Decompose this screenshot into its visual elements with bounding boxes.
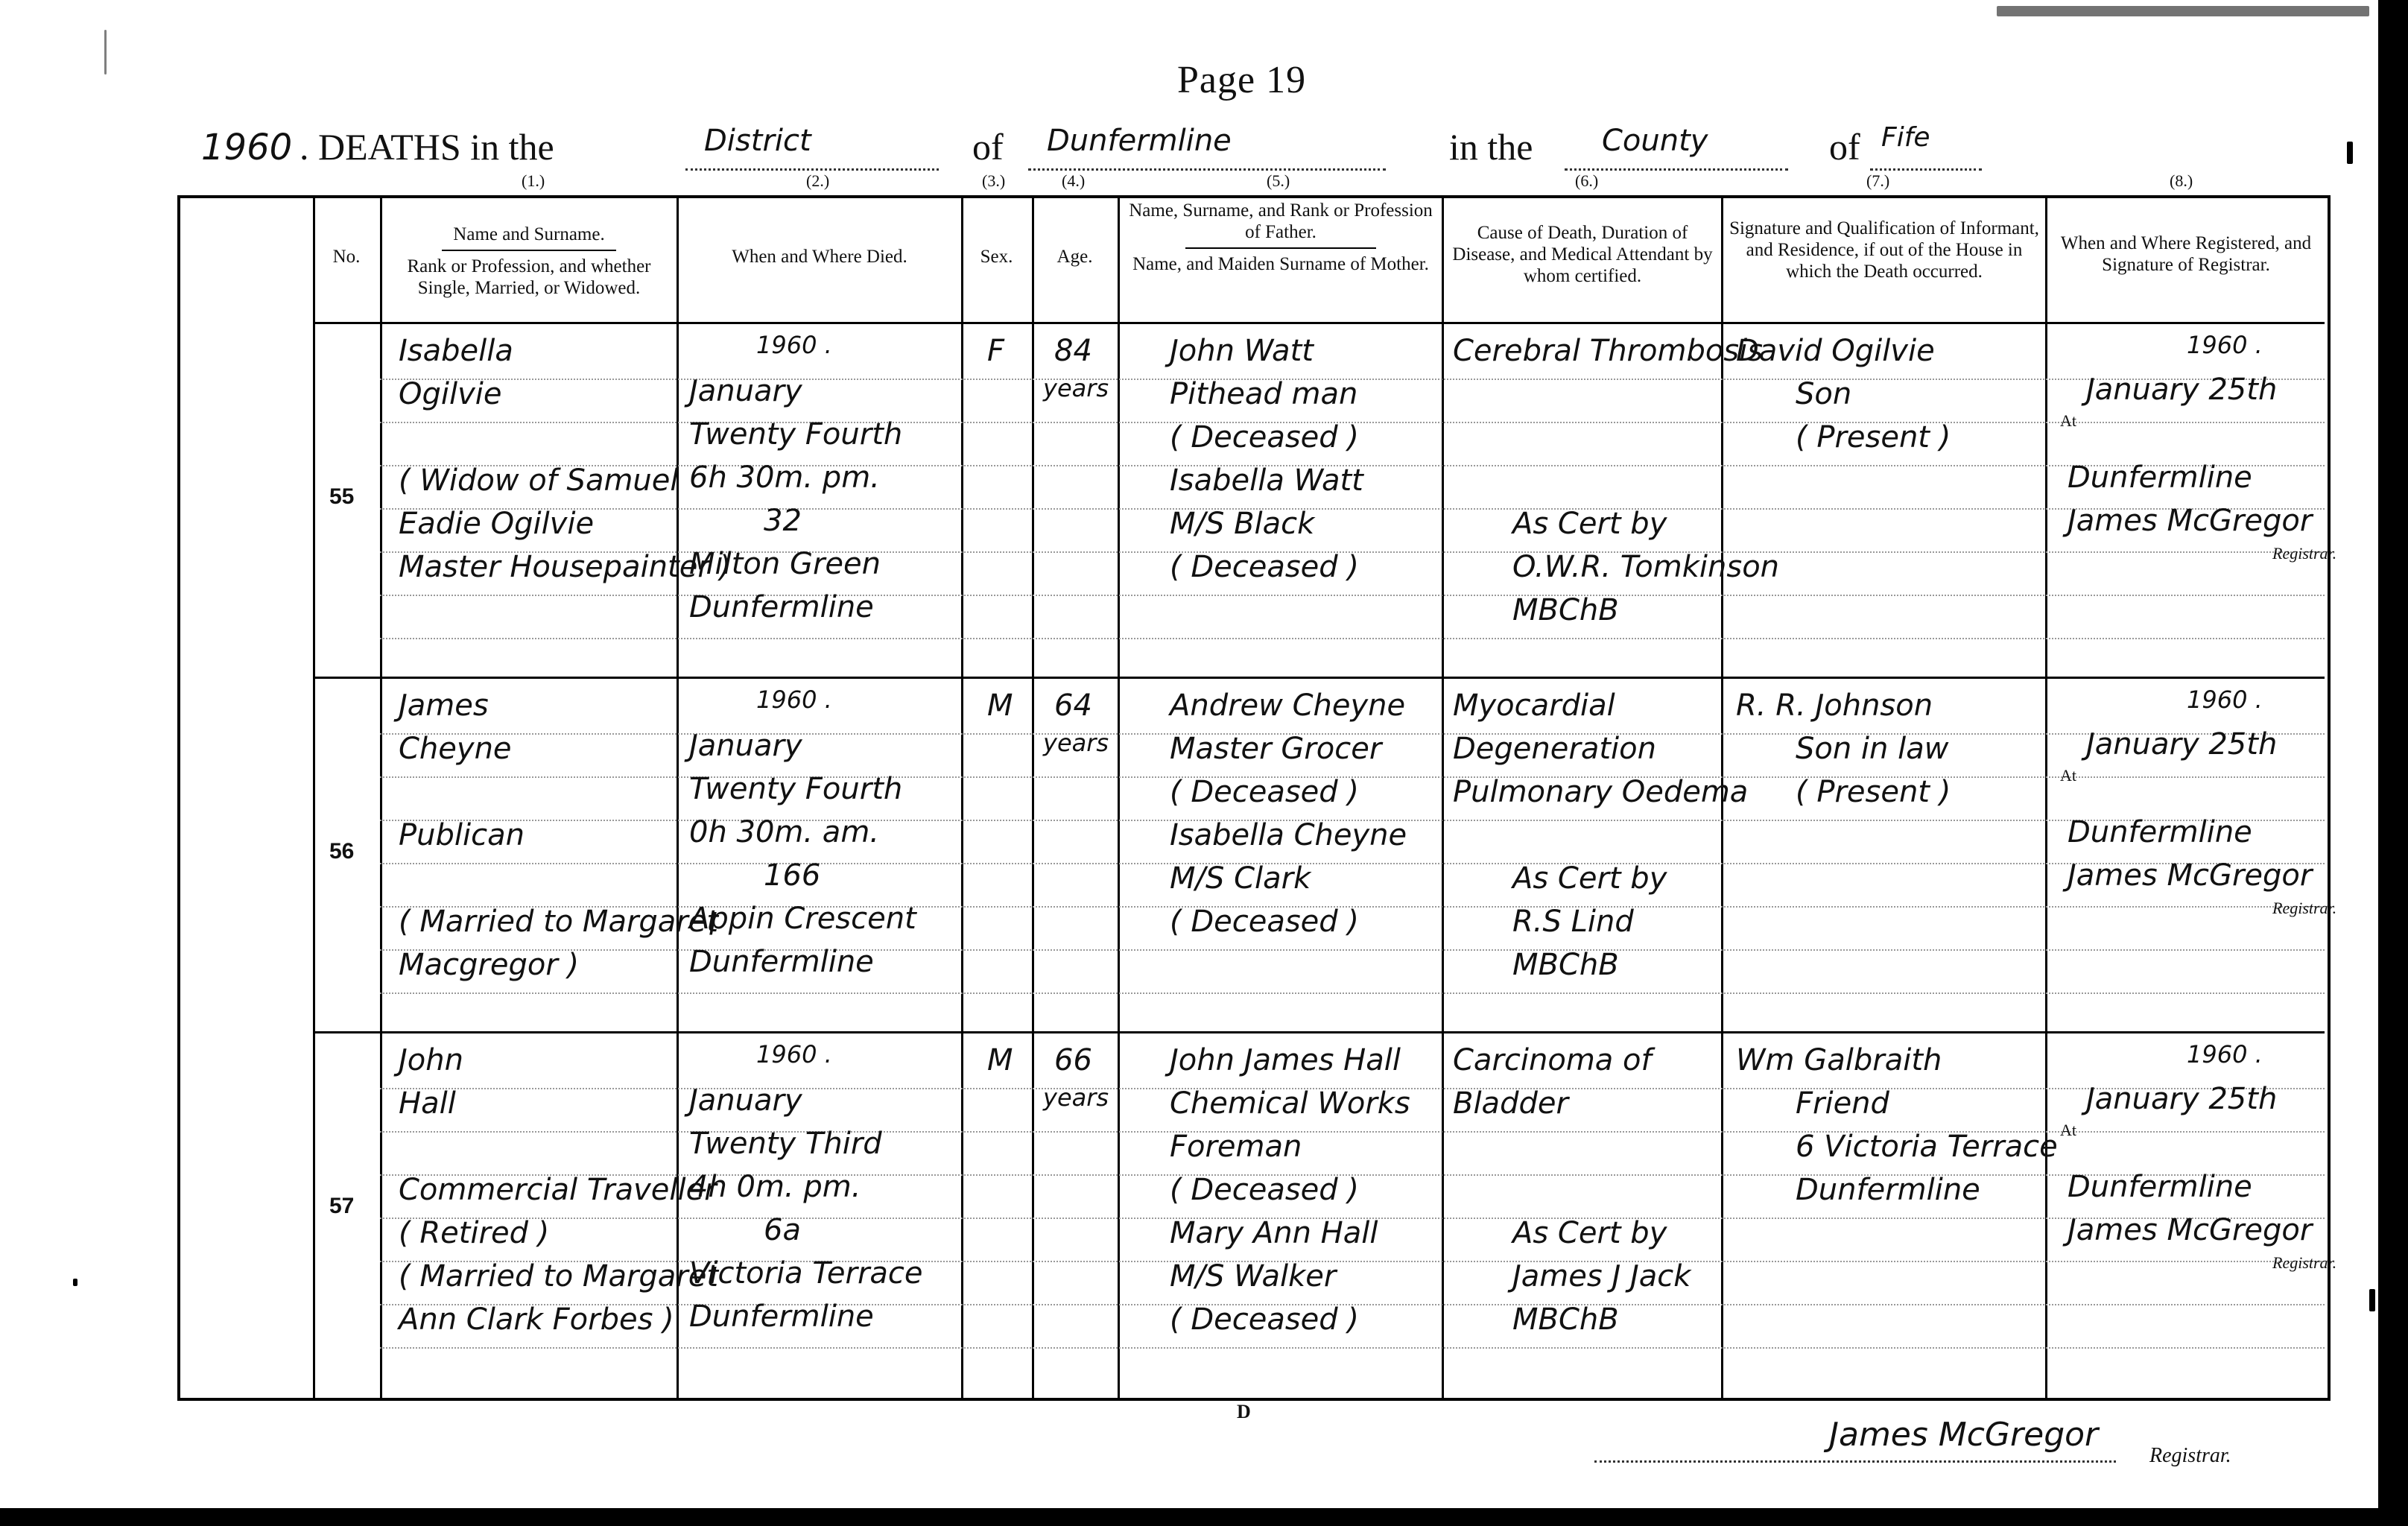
col-number-4: (4.) [1062,171,1086,190]
death-when-where-line: January [689,1083,802,1118]
parent-line: Chemical Works [1170,1086,1410,1121]
header-when-where: When and Where Died. [732,247,907,267]
informant-line: Dunfermline [1796,1173,1980,1207]
informant-line: ( Present ) [1796,420,1951,455]
footer-letter: D [1237,1401,1251,1422]
death-when-where-line: 6a [764,1213,801,1247]
registrar-signature: James McGregor [2068,1213,2313,1247]
deceased-name-line: Macgregor ) [399,948,580,982]
registration-at: At [2060,766,2076,785]
death-when-where-line: 32 [764,504,802,538]
death-when-where-line: Milton Green [689,547,881,581]
death-when-where-line: January [689,374,802,408]
cause-line: As Cert by [1512,507,1667,541]
in-the-label: in the [1449,126,1533,168]
death-when-where-line: Twenty Fourth [689,417,903,452]
parent-line: ( Deceased ) [1170,1173,1360,1207]
district-dots [685,168,939,171]
col-number-3: (3.) [982,171,1006,190]
header-father-top: Name, Surname, and Rank or Profession of Father. [1129,200,1433,242]
parent-line: Master Grocer [1170,732,1382,766]
cause-line: Myocardial [1453,688,1615,723]
parent-line: Isabella Watt [1170,463,1363,498]
informant-line: 6 Victoria Terrace [1796,1130,2058,1164]
header-registered: When and Where Registered, and Signature of Registrar. [2060,233,2312,275]
deceased-name-line: Isabella [399,334,513,368]
ruled-line [380,949,2325,951]
registrar-signature: James McGregor [2068,504,2313,538]
header-name-top: Name and Surname. [453,224,605,244]
county-name-dots [1870,168,1982,171]
deceased-name-line: ( Widow of Samuel [399,463,679,498]
informant-line: ( Present ) [1796,775,1951,809]
registrar-label: Registrar. [2272,1253,2337,1272]
scan-noise [2347,142,2353,164]
cause-line: As Cert by [1512,1216,1667,1250]
header-rule [1185,247,1377,249]
county-dots [1565,168,1788,171]
col-number-2: (2.) [806,171,830,190]
scan-noise [1997,6,2369,16]
col-number-6: (6.) [1575,171,1599,190]
death-when-where-line: Twenty Third [689,1127,882,1161]
death-year: 1960 . [756,331,832,359]
col-number-5: (5.) [1267,171,1290,190]
parent-line: Mary Ann Hall [1170,1216,1378,1250]
deaths-title: . DEATHS in the [300,126,554,168]
registration-at: At [2060,1121,2076,1139]
cause-line: MBChB [1512,948,1619,982]
registration-year: 1960 . [2187,1040,2263,1068]
of-label-1: of [972,126,1004,168]
of-label-2: of [1829,126,1860,168]
death-year: 1960 . [756,1040,832,1068]
informant-line: Son in law [1796,732,1949,766]
cause-line: As Cert by [1512,861,1667,896]
header-father [1121,200,1440,275]
district-word: District [704,124,811,158]
cause-line: R.S Lind [1512,905,1634,939]
register-year: 1960 [201,127,293,168]
registration-year: 1960 . [2187,331,2263,359]
deceased-name-line: Master Housepainter ) [399,550,732,584]
deceased-name-line: James [399,688,489,723]
col-number-1: (1.) [522,171,545,190]
parent-line: ( Deceased ) [1170,1302,1360,1337]
header-sex: Sex. [980,247,1013,267]
cause-line: Cerebral Thrombosis [1453,334,1764,368]
page-number: Page 19 [1177,59,1307,101]
sex-value: F [987,334,1005,368]
registration-year: 1960 . [2187,686,2263,714]
deceased-name-line: ( Married to Margaret [399,1259,719,1294]
registration-at: At [2060,411,2076,430]
cause-line: Degeneration [1453,732,1656,766]
registration-date: January 25th [2086,1082,2278,1116]
parent-line: Foreman [1170,1130,1302,1164]
col-number-7: (7.) [1866,171,1890,190]
informant-line: Wm Galbraith [1736,1043,1942,1077]
cause-line: O.W.R. Tomkinson [1512,550,1780,584]
header-cause: Cause of Death, Duration of Disease, and Medical Attendant by whom certified. [1452,223,1713,286]
informant-line: Friend [1796,1086,1889,1121]
parent-line: M/S Walker [1170,1259,1337,1294]
ruled-line [380,1347,2325,1349]
death-when-where-line: Dunfermline [689,590,874,624]
registration-place: Dunfermline [2068,1170,2252,1204]
age-unit: years [1043,1083,1109,1112]
parent-line: ( Deceased ) [1170,420,1360,455]
registrar-signature: James McGregor [2068,858,2313,893]
cause-line: Pulmonary Oedema [1453,775,1749,809]
ruled-line [380,595,2325,596]
cause-line: Bladder [1453,1086,1568,1121]
cause-line: James J Jack [1512,1259,1691,1294]
informant-line: R. R. Johnson [1736,688,1933,723]
death-when-where-line: 0h 30m. am. [689,815,879,849]
header-rule [442,250,616,251]
registration-place: Dunfermline [2068,815,2252,849]
deceased-name-line: Commercial Traveller [399,1173,717,1207]
scan-border-right [2378,0,2408,1526]
deceased-name-line: John [399,1043,463,1077]
footer-registrar-label: Registrar. [2149,1444,2231,1467]
header-divider [313,322,2325,324]
death-when-where-line: January [689,729,802,763]
age-unit: years [1043,729,1109,757]
col-divider [313,195,315,1398]
cause-line: Carcinoma of [1453,1043,1652,1077]
parent-line: John James Hall [1170,1043,1401,1077]
header-name-bottom: Rank or Profession, and whether Single, Married, or Widowed. [407,256,651,298]
death-year: 1960 . [756,686,832,714]
parent-line: Isabella Cheyne [1170,818,1407,852]
header-no: No. [332,247,361,267]
district-name-dots [1028,168,1386,171]
parent-line: ( Deceased ) [1170,550,1360,584]
death-when-where-line: 6h 30m. pm. [689,460,880,495]
cause-line: MBChB [1512,1302,1619,1337]
ruled-line [380,638,2325,639]
ruled-line [380,992,2325,994]
informant-line: David Ogilvie [1736,334,1935,368]
registration-place: Dunfermline [2068,460,2252,495]
death-when-where-line: 166 [764,858,821,893]
deceased-name-line: Eadie Ogilvie [399,507,595,541]
death-when-where-line: Appin Crescent [689,902,916,936]
header-name [384,224,674,299]
death-when-where-line: 4h 0m. pm. [689,1170,861,1204]
header-age: Age. [1056,247,1093,267]
entry-divider [313,1031,2325,1033]
sex-value: M [987,688,1013,723]
age-value: 84 [1054,334,1092,368]
parent-line: John Watt [1170,334,1314,368]
registration-date: January 25th [2086,373,2278,407]
parent-line: Pithead man [1170,377,1358,411]
deceased-name-line: Ogilvie [399,377,502,411]
parent-line: M/S Clark [1170,861,1311,896]
deceased-name-line: Hall [399,1086,456,1121]
deceased-name-line: Ann Clark Forbes ) [399,1302,674,1337]
informant-line: Son [1796,377,1852,411]
registrar-label: Registrar. [2272,899,2337,917]
deceased-name-line: ( Retired ) [399,1216,550,1250]
parent-line: ( Deceased ) [1170,905,1360,939]
entry-number: 55 [329,484,355,509]
scan-noise [104,30,107,75]
county-word: County [1602,124,1708,158]
scan-noise [2369,1289,2375,1311]
deceased-name-line: Publican [399,818,525,852]
ruled-line [380,863,2325,864]
entry-number: 56 [329,839,355,864]
deceased-name-line: Cheyne [399,732,512,766]
entry-number: 57 [329,1194,355,1218]
district-name: Dunfermline [1047,124,1232,158]
parent-line: ( Deceased ) [1170,775,1360,809]
death-when-where-line: Dunfermline [689,1299,874,1334]
footer-signature: James McGregor [1829,1416,2099,1454]
death-when-where-line: Victoria Terrace [689,1256,923,1291]
col-number-8: (8.) [2170,171,2193,190]
age-value: 64 [1054,688,1092,723]
entry-divider [313,677,2325,679]
county-name: Fife [1881,122,1930,153]
age-value: 66 [1054,1043,1092,1077]
scan-border-bottom [0,1508,2408,1526]
ruled-line [380,508,2325,510]
registration-date: January 25th [2086,727,2278,762]
parent-line: M/S Black [1170,507,1315,541]
scan-noise [73,1279,77,1286]
parent-line: Andrew Cheyne [1170,688,1406,723]
registrar-label: Registrar. [2272,544,2337,563]
deceased-name-line: ( Married to Margaret [399,905,719,939]
death-when-where-line: Twenty Fourth [689,772,903,806]
age-unit: years [1043,374,1109,402]
footer-signature-dots [1594,1460,2116,1463]
death-when-where-line: Dunfermline [689,945,874,979]
header-father-bottom: Name, and Maiden Surname of Mother. [1132,254,1429,274]
cause-line: MBChB [1512,593,1619,627]
sex-value: M [987,1043,1013,1077]
header-informant: Signature and Qualification of Informant, and Residence, if out of the House in which the Death occurred. [1729,218,2039,282]
